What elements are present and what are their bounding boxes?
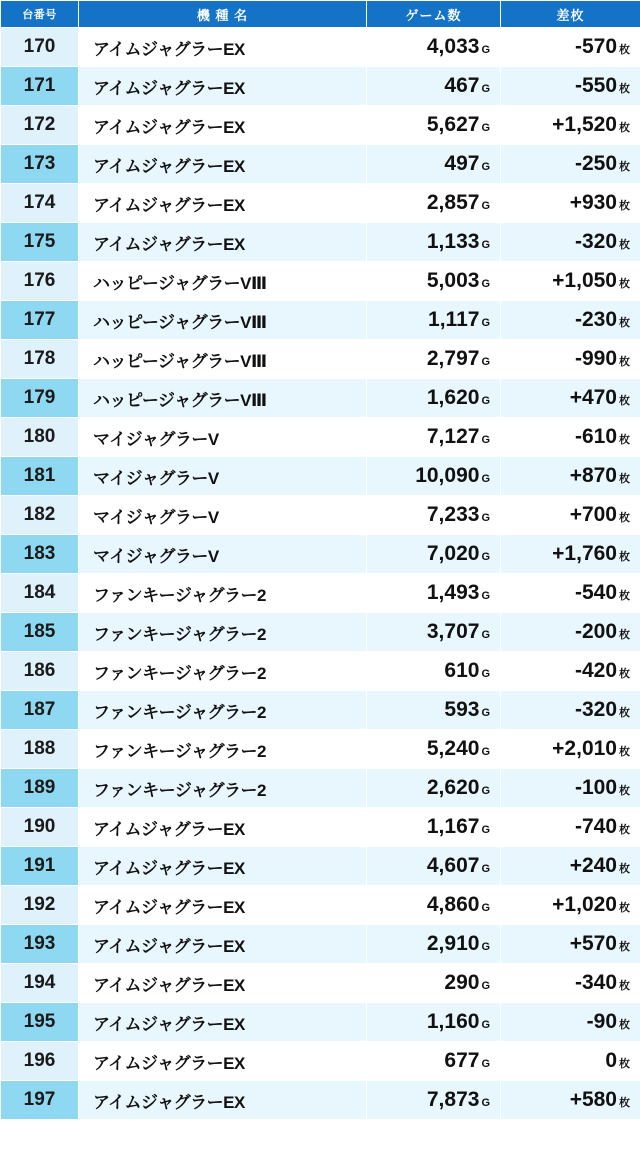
games-unit: G	[481, 980, 490, 992]
cell-machine-number: 194	[1, 964, 79, 1003]
games-value: 10,090	[415, 464, 480, 487]
games-unit: G	[481, 278, 490, 290]
cell-machine-name: アイムジャグラーEX	[79, 886, 367, 925]
difference-value: -90	[586, 1010, 617, 1033]
difference-unit: 枚	[619, 434, 630, 446]
difference-unit: 枚	[619, 785, 630, 797]
cell-games	[367, 418, 501, 457]
difference-unit: 枚	[619, 551, 630, 563]
difference-value: +1,520	[552, 113, 617, 136]
cell-machine-name: アイムジャグラーEX	[79, 925, 367, 964]
cell-difference	[501, 223, 640, 262]
games-value: 7,020	[426, 542, 480, 565]
cell-machine-number: 172	[1, 106, 79, 145]
games-unit: G	[481, 668, 490, 680]
difference-unit: 枚	[619, 629, 630, 641]
difference-value: -540	[574, 581, 617, 604]
cell-difference	[501, 184, 640, 223]
cell-games	[367, 301, 501, 340]
table-header	[1, 1, 640, 28]
difference-unit: 枚	[619, 1097, 630, 1109]
cell-games	[367, 886, 501, 925]
games-value: 290	[444, 971, 480, 994]
cell-machine-name: ファンキージャグラー2	[79, 730, 367, 769]
cell-machine-number: 177	[1, 301, 79, 340]
table-row	[1, 925, 640, 964]
cell-machine-number: 197	[1, 1081, 79, 1120]
games-value: 4,607	[426, 854, 480, 877]
difference-value: -990	[574, 347, 617, 370]
cell-difference	[501, 106, 640, 145]
cell-difference	[501, 886, 640, 925]
header-difference: 差枚	[501, 1, 640, 28]
cell-difference	[501, 1081, 640, 1120]
table-row	[1, 457, 640, 496]
difference-unit: 枚	[619, 980, 630, 992]
difference-unit: 枚	[619, 824, 630, 836]
games-value: 5,627	[426, 113, 480, 136]
table-row	[1, 145, 640, 184]
cell-machine-name: アイムジャグラーEX	[79, 1081, 367, 1120]
games-value: 5,240	[426, 737, 480, 760]
difference-unit: 枚	[619, 746, 630, 758]
table-row	[1, 730, 640, 769]
cell-machine-number: 176	[1, 262, 79, 301]
games-unit: G	[481, 83, 490, 95]
games-unit: G	[481, 863, 490, 875]
cell-games	[367, 106, 501, 145]
games-unit: G	[481, 317, 490, 329]
games-unit: G	[481, 239, 490, 251]
table-row	[1, 301, 640, 340]
table-row	[1, 184, 640, 223]
header-machine-number: 台番号	[1, 1, 79, 28]
cell-machine-number: 171	[1, 67, 79, 106]
difference-value: -420	[574, 659, 617, 682]
cell-machine-number: 189	[1, 769, 79, 808]
games-value: 593	[444, 698, 480, 721]
table-row	[1, 886, 640, 925]
games-value: 2,797	[426, 347, 480, 370]
cell-machine-number: 175	[1, 223, 79, 262]
cell-machine-number: 196	[1, 1042, 79, 1081]
cell-difference	[501, 28, 640, 67]
games-value: 1,160	[426, 1010, 480, 1033]
difference-value: -230	[574, 308, 617, 331]
games-value: 1,133	[426, 230, 480, 253]
games-value: 3,707	[426, 620, 480, 643]
games-value: 1,620	[426, 386, 480, 409]
table-row	[1, 262, 640, 301]
cell-games	[367, 496, 501, 535]
games-value: 677	[444, 1049, 480, 1072]
cell-machine-name: アイムジャグラーEX	[79, 964, 367, 1003]
games-unit: G	[481, 200, 490, 212]
cell-machine-number: 187	[1, 691, 79, 730]
difference-unit: 枚	[619, 512, 630, 524]
difference-value: -320	[574, 230, 617, 253]
cell-difference	[501, 730, 640, 769]
cell-difference	[501, 574, 640, 613]
cell-games	[367, 28, 501, 67]
games-value: 4,033	[426, 35, 480, 58]
difference-value: +570	[569, 932, 617, 955]
cell-difference	[501, 613, 640, 652]
cell-difference	[501, 535, 640, 574]
cell-games	[367, 535, 501, 574]
difference-value: +700	[569, 503, 617, 526]
cell-games	[367, 457, 501, 496]
difference-value: +240	[569, 854, 617, 877]
cell-difference	[501, 496, 640, 535]
difference-value: +870	[569, 464, 617, 487]
cell-machine-name: ファンキージャグラー2	[79, 769, 367, 808]
difference-unit: 枚	[619, 902, 630, 914]
cell-machine-name: ハッピージャグラーVⅢ	[79, 379, 367, 418]
games-value: 7,127	[426, 425, 480, 448]
games-unit: G	[481, 707, 490, 719]
cell-machine-number: 186	[1, 652, 79, 691]
games-value: 2,910	[426, 932, 480, 955]
cell-machine-name: ファンキージャグラー2	[79, 574, 367, 613]
difference-value: -100	[574, 776, 617, 799]
difference-unit: 枚	[619, 278, 630, 290]
difference-value: -340	[574, 971, 617, 994]
games-unit: G	[481, 551, 490, 563]
cell-games	[367, 691, 501, 730]
games-unit: G	[481, 902, 490, 914]
games-unit: G	[481, 1097, 490, 1109]
difference-value: -550	[574, 74, 617, 97]
cell-difference	[501, 301, 640, 340]
difference-value: +580	[569, 1088, 617, 1111]
cell-machine-name: アイムジャグラーEX	[79, 106, 367, 145]
cell-games	[367, 808, 501, 847]
table-row	[1, 106, 640, 145]
cell-machine-name: アイムジャグラーEX	[79, 184, 367, 223]
cell-games	[367, 574, 501, 613]
difference-value: +1,760	[552, 542, 617, 565]
cell-machine-name: ハッピージャグラーVⅢ	[79, 262, 367, 301]
difference-unit: 枚	[619, 161, 630, 173]
games-unit: G	[481, 590, 490, 602]
cell-machine-name: アイムジャグラーEX	[79, 28, 367, 67]
games-value: 2,857	[426, 191, 480, 214]
difference-value: -740	[574, 815, 617, 838]
cell-machine-name: アイムジャグラーEX	[79, 808, 367, 847]
difference-value: +470	[569, 386, 617, 409]
cell-games	[367, 184, 501, 223]
cell-games	[367, 1003, 501, 1042]
table-row	[1, 808, 640, 847]
cell-games	[367, 730, 501, 769]
games-unit: G	[481, 512, 490, 524]
cell-difference	[501, 652, 640, 691]
games-unit: G	[481, 473, 490, 485]
difference-value: -250	[574, 152, 617, 175]
cell-machine-number: 170	[1, 28, 79, 67]
cell-difference	[501, 925, 640, 964]
difference-unit: 枚	[619, 44, 630, 56]
cell-games	[367, 847, 501, 886]
games-unit: G	[481, 1058, 490, 1070]
games-value: 1,493	[426, 581, 480, 604]
cell-machine-name: アイムジャグラーEX	[79, 223, 367, 262]
cell-machine-number: 173	[1, 145, 79, 184]
games-value: 1,117	[428, 308, 480, 331]
cell-difference	[501, 847, 640, 886]
table-row	[1, 574, 640, 613]
cell-games	[367, 1042, 501, 1081]
cell-games	[367, 613, 501, 652]
cell-difference	[501, 964, 640, 1003]
table-row	[1, 67, 640, 106]
games-value: 467	[444, 74, 480, 97]
difference-unit: 枚	[619, 1058, 630, 1070]
cell-machine-number: 184	[1, 574, 79, 613]
cell-machine-name: ファンキージャグラー2	[79, 652, 367, 691]
cell-games	[367, 262, 501, 301]
cell-machine-name: アイムジャグラーEX	[79, 1042, 367, 1081]
table-row	[1, 496, 640, 535]
cell-games	[367, 769, 501, 808]
cell-machine-number: 192	[1, 886, 79, 925]
header-row	[1, 1, 640, 28]
games-unit: G	[481, 941, 490, 953]
table-row	[1, 847, 640, 886]
table-row	[1, 340, 640, 379]
cell-machine-number: 179	[1, 379, 79, 418]
cell-machine-name: ファンキージャグラー2	[79, 691, 367, 730]
difference-unit: 枚	[619, 668, 630, 680]
games-value: 7,873	[426, 1088, 480, 1111]
difference-value: -200	[574, 620, 617, 643]
cell-games	[367, 652, 501, 691]
difference-value: -610	[574, 425, 617, 448]
cell-machine-name: アイムジャグラーEX	[79, 145, 367, 184]
games-unit: G	[481, 746, 490, 758]
games-unit: G	[481, 122, 490, 134]
cell-machine-name: マイジャグラーV	[79, 418, 367, 457]
cell-games	[367, 925, 501, 964]
header-machine-name: 機 種 名	[79, 1, 367, 28]
table-row	[1, 379, 640, 418]
table-row	[1, 652, 640, 691]
difference-unit: 枚	[619, 395, 630, 407]
table-row	[1, 613, 640, 652]
games-value: 1,167	[426, 815, 480, 838]
table-row	[1, 1003, 640, 1042]
cell-games	[367, 1081, 501, 1120]
table-row	[1, 1081, 640, 1120]
cell-difference	[501, 808, 640, 847]
table-row	[1, 691, 640, 730]
games-unit: G	[481, 161, 490, 173]
cell-machine-name: マイジャグラーV	[79, 496, 367, 535]
games-unit: G	[481, 356, 490, 368]
games-value: 7,233	[426, 503, 480, 526]
difference-value: +1,020	[552, 893, 617, 916]
difference-unit: 枚	[619, 590, 630, 602]
cell-machine-number: 183	[1, 535, 79, 574]
cell-games	[367, 340, 501, 379]
cell-difference	[501, 691, 640, 730]
difference-unit: 枚	[619, 941, 630, 953]
table-body	[1, 28, 640, 1120]
cell-difference	[501, 340, 640, 379]
cell-machine-number: 188	[1, 730, 79, 769]
cell-machine-name: マイジャグラーV	[79, 535, 367, 574]
games-value: 4,860	[426, 893, 480, 916]
difference-unit: 枚	[619, 707, 630, 719]
difference-unit: 枚	[619, 200, 630, 212]
difference-value: -320	[574, 698, 617, 721]
table-row	[1, 418, 640, 457]
games-unit: G	[481, 1019, 490, 1031]
cell-machine-name: アイムジャグラーEX	[79, 847, 367, 886]
cell-difference	[501, 145, 640, 184]
difference-unit: 枚	[619, 122, 630, 134]
difference-unit: 枚	[619, 83, 630, 95]
cell-games	[367, 67, 501, 106]
cell-machine-number: 191	[1, 847, 79, 886]
difference-unit: 枚	[619, 1019, 630, 1031]
difference-unit: 枚	[619, 317, 630, 329]
cell-machine-name: ハッピージャグラーVⅢ	[79, 340, 367, 379]
cell-machine-number: 190	[1, 808, 79, 847]
games-value: 2,620	[426, 776, 480, 799]
table-row	[1, 964, 640, 1003]
cell-machine-name: ハッピージャグラーVⅢ	[79, 301, 367, 340]
cell-machine-number: 182	[1, 496, 79, 535]
cell-machine-name: アイムジャグラーEX	[79, 67, 367, 106]
cell-difference	[501, 418, 640, 457]
games-unit: G	[481, 395, 490, 407]
cell-machine-number: 193	[1, 925, 79, 964]
cell-machine-number: 195	[1, 1003, 79, 1042]
difference-value: +930	[569, 191, 617, 214]
cell-games	[367, 223, 501, 262]
difference-unit: 枚	[619, 473, 630, 485]
games-unit: G	[481, 785, 490, 797]
games-value: 497	[444, 152, 480, 175]
difference-value: +2,010	[552, 737, 617, 760]
cell-games	[367, 379, 501, 418]
cell-difference	[501, 457, 640, 496]
cell-machine-number: 180	[1, 418, 79, 457]
difference-value: +1,050	[552, 269, 617, 292]
games-unit: G	[481, 824, 490, 836]
games-value: 5,003	[426, 269, 480, 292]
cell-machine-number: 185	[1, 613, 79, 652]
games-unit: G	[481, 434, 490, 446]
table-row	[1, 223, 640, 262]
cell-difference	[501, 262, 640, 301]
table-row	[1, 1042, 640, 1081]
cell-machine-name: ファンキージャグラー2	[79, 613, 367, 652]
cell-machine-name: マイジャグラーV	[79, 457, 367, 496]
cell-difference	[501, 379, 640, 418]
cell-machine-name: アイムジャグラーEX	[79, 1003, 367, 1042]
table-row	[1, 535, 640, 574]
difference-value: 0	[605, 1049, 617, 1072]
cell-machine-number: 174	[1, 184, 79, 223]
games-unit: G	[481, 44, 490, 56]
cell-difference	[501, 1042, 640, 1081]
cell-machine-number: 181	[1, 457, 79, 496]
difference-unit: 枚	[619, 863, 630, 875]
games-unit: G	[481, 629, 490, 641]
difference-unit: 枚	[619, 239, 630, 251]
cell-difference	[501, 1003, 640, 1042]
cell-games	[367, 145, 501, 184]
cell-difference	[501, 769, 640, 808]
header-games: ゲーム数	[367, 1, 501, 28]
difference-value: -570	[574, 35, 617, 58]
games-value: 610	[444, 659, 480, 682]
table-row	[1, 28, 640, 67]
cell-difference	[501, 67, 640, 106]
difference-unit: 枚	[619, 356, 630, 368]
cell-games	[367, 964, 501, 1003]
table-row	[1, 769, 640, 808]
cell-machine-number: 178	[1, 340, 79, 379]
